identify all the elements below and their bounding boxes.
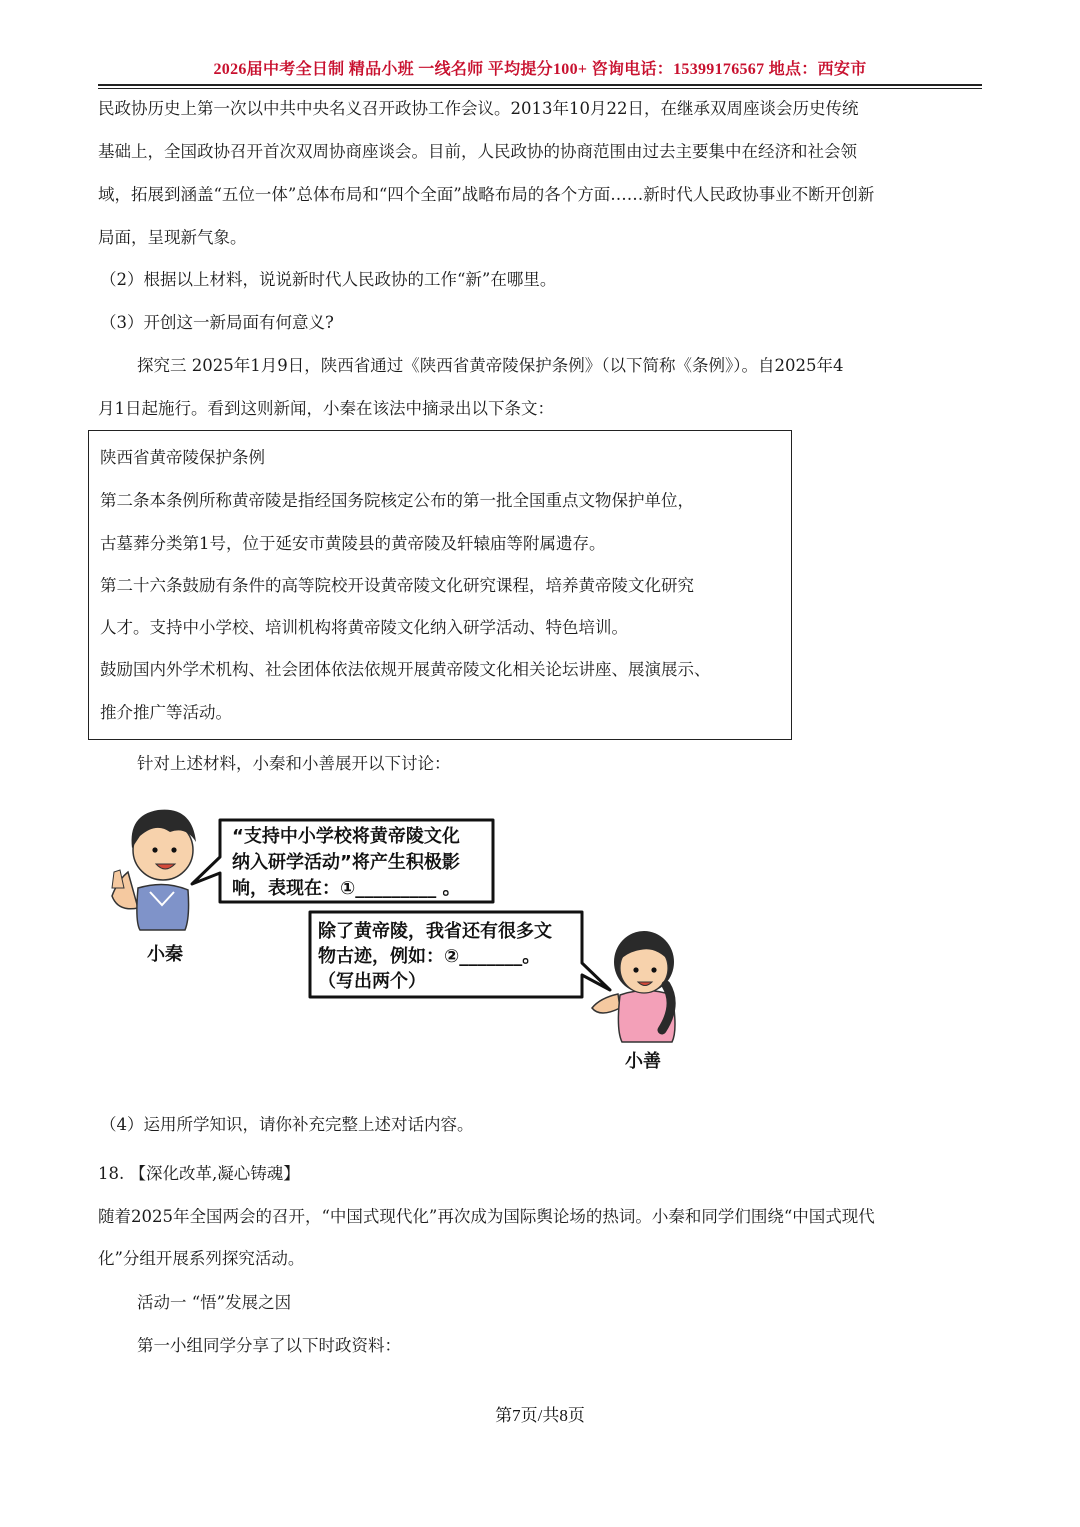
passage-line-2: 基础上，全国政协召开首次双周协商座谈会。目前，人民政协的协商范围由过去主要集中在经济和社会领 bbox=[98, 142, 857, 161]
q18-line-1: 随着2025年全国两会的召开，“中国式现代化”再次成为国际舆论场的热词。小秦和同学们围绕“中国式现代 bbox=[98, 1207, 875, 1226]
regulation-line: 古墓葬分类第1号，位于延安市黄陵县的黄帝陵及轩辕庙等附属遗存。 bbox=[100, 534, 606, 553]
girl-name-label: 小善 bbox=[625, 1051, 661, 1072]
girl-bubble-line: 物古迹，例如：②_______。 bbox=[318, 946, 541, 967]
boy-bubble-line: “支持中小学校将黄帝陵文化 bbox=[232, 826, 460, 847]
passage-line-1: 民政协历史上第一次以中共中央名义召开政协工作会议。2013年10月22日，在继承双周座谈会历史传统 bbox=[98, 99, 859, 118]
explore3-line-1: 探究三 2025年1月9日，陕西省通过《陕西省黄帝陵保护条例》（以下简称《条例》）。自2025年4 bbox=[137, 356, 844, 375]
girl-bubble-line: 除了黄帝陵，我省还有很多文 bbox=[318, 921, 552, 942]
regulation-line: 第二十六条鼓励有条件的高等院校开设黄帝陵文化研究课程，培养黄帝陵文化研究 bbox=[100, 576, 694, 595]
page-number: 第7页/共8页 bbox=[495, 1406, 585, 1425]
question-3: （3）开创这一新局面有何意义? bbox=[100, 313, 334, 332]
question-4: （4）运用所学知识，请你补充完整上述对话内容。 bbox=[100, 1115, 474, 1134]
regulation-line: 推介推广等活动。 bbox=[100, 703, 232, 722]
regulation-title: 陕西省黄帝陵保护条例 bbox=[100, 448, 265, 467]
q18-line-2: 化”分组开展系列探究活动。 bbox=[98, 1249, 305, 1268]
discussion-intro: 针对上述材料，小秦和小善展开以下讨论： bbox=[137, 754, 451, 773]
regulation-line: 鼓励国内外学术机构、社会团体依法依规开展黄帝陵文化相关论坛讲座、展演展示、 bbox=[100, 660, 711, 679]
girl-bubble-line: （写出两个） bbox=[318, 971, 426, 992]
regulation-line: 人才。支持中小学校、培训机构将黄帝陵文化纳入研学活动、特色培训。 bbox=[100, 618, 628, 637]
header-banner: 2026届中考全日制 精品小班 一线名师 平均提分100+ 咨询电话：15399176567 地点：西安市 bbox=[213, 61, 867, 78]
q18-title: 18. 【深化改革,凝心铸魂】 bbox=[98, 1164, 300, 1183]
passage-line-3: 域，拓展到涵盖“五位一体”总体布局和“四个全面”战略布局的各个方面……新时代人民政协事业不断开创新 bbox=[98, 185, 875, 204]
boy-name-label: 小秦 bbox=[147, 944, 183, 965]
boy-figure bbox=[112, 810, 196, 930]
activity-1-heading: 活动一 “悟”发展之因 bbox=[137, 1293, 292, 1312]
question-2: （2）根据以上材料，说说新时代人民政协的工作“新”在哪里。 bbox=[100, 270, 557, 289]
boy-bubble-line: 响，表现在：①_________ 。 bbox=[232, 878, 461, 899]
explore3-line-2: 月1日起施行。看到这则新闻，小秦在该法中摘录出以下条文： bbox=[98, 399, 554, 418]
boy-bubble-line: 纳入研学活动”将产生积极影 bbox=[232, 852, 460, 873]
passage-line-4: 局面，呈现新气象。 bbox=[98, 228, 247, 247]
group-1-intro: 第一小组同学分享了以下时政资料： bbox=[137, 1336, 401, 1355]
regulation-line: 第二条本条例所称黄帝陵是指经国务院核定公布的第一批全国重点文物保护单位， bbox=[100, 491, 694, 510]
